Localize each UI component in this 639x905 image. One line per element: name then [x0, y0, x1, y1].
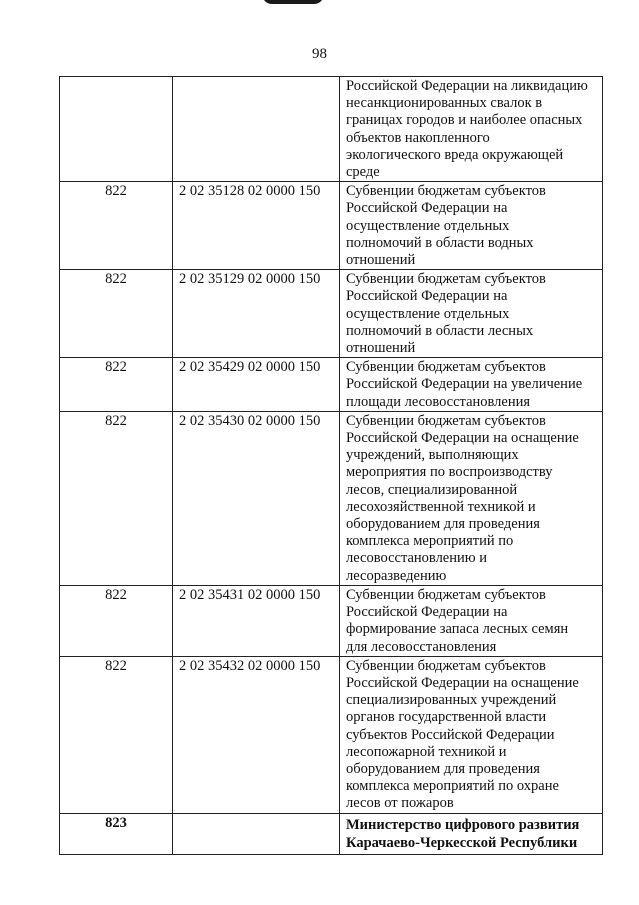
admin-code-cell: 822 — [60, 358, 173, 412]
budget-code-cell: 2 02 35431 02 0000 150 — [173, 585, 340, 656]
budget-codes-table — [59, 76, 603, 855]
budget-code-cell — [173, 813, 340, 854]
budget-code-cell: 2 02 35429 02 0000 150 — [173, 358, 340, 412]
admin-code-cell: 822 — [60, 585, 173, 656]
admin-code-cell: 823 — [60, 813, 173, 854]
table-row — [60, 585, 603, 656]
ministry-name-cell: Министерство цифрового развития Карачаево-Черкесской Республики — [340, 813, 603, 854]
table-row — [60, 77, 603, 182]
description-cell: Субвенции бюджетам субъектов Российской Федерации на осуществление отдельных полномочий в области водных отношений — [340, 182, 603, 270]
description-cell: Субвенции бюджетам субъектов Российской Федерации на оснащение учреждений, выполняющих мероприятия по воспроизводству лесов, специализированной лесохозяйственной техникой и оборудованием для проведения комплекса мероприятий по лесовосстановлению и лесоразведению — [340, 411, 603, 585]
table-row-ministry — [60, 813, 603, 854]
budget-code-cell — [173, 77, 340, 182]
description-cell: Российской Федерации на ликвидацию несанкционированных свалок в границах городов и наиболее опасных объектов накопленного экологического вреда окружающей среде — [340, 77, 603, 182]
budget-code-cell: 2 02 35128 02 0000 150 — [173, 182, 340, 270]
scan-artifact — [262, 0, 324, 4]
description-cell: Субвенции бюджетам субъектов Российской Федерации на осуществление отдельных полномочий в области лесных отношений — [340, 270, 603, 358]
page-number: 98 — [312, 46, 327, 62]
table-row — [60, 411, 603, 585]
description-cell: Субвенции бюджетам субъектов Российской Федерации на оснащение специализированных учреждений органов государственной власти субъектов Российской Федерации лесопожарной техникой и оборудованием для проведения комплекса мероприятий по охране лесов от пожаров — [340, 656, 603, 813]
admin-code-cell: 822 — [60, 411, 173, 585]
table-row — [60, 358, 603, 412]
admin-code-cell: 822 — [60, 656, 173, 813]
description-cell: Субвенции бюджетам субъектов Российской Федерации на формирование запаса лесных семян для лесовосстановления — [340, 585, 603, 656]
table-row — [60, 656, 603, 813]
table-row — [60, 270, 603, 358]
budget-code-cell: 2 02 35432 02 0000 150 — [173, 656, 340, 813]
admin-code-cell — [60, 77, 173, 182]
description-cell: Субвенции бюджетам субъектов Российской Федерации на увеличение площади лесовосстановления — [340, 358, 603, 412]
admin-code-cell: 822 — [60, 270, 173, 358]
budget-code-cell: 2 02 35430 02 0000 150 — [173, 411, 340, 585]
admin-code-cell: 822 — [60, 182, 173, 270]
budget-code-cell: 2 02 35129 02 0000 150 — [173, 270, 340, 358]
table-row — [60, 182, 603, 270]
